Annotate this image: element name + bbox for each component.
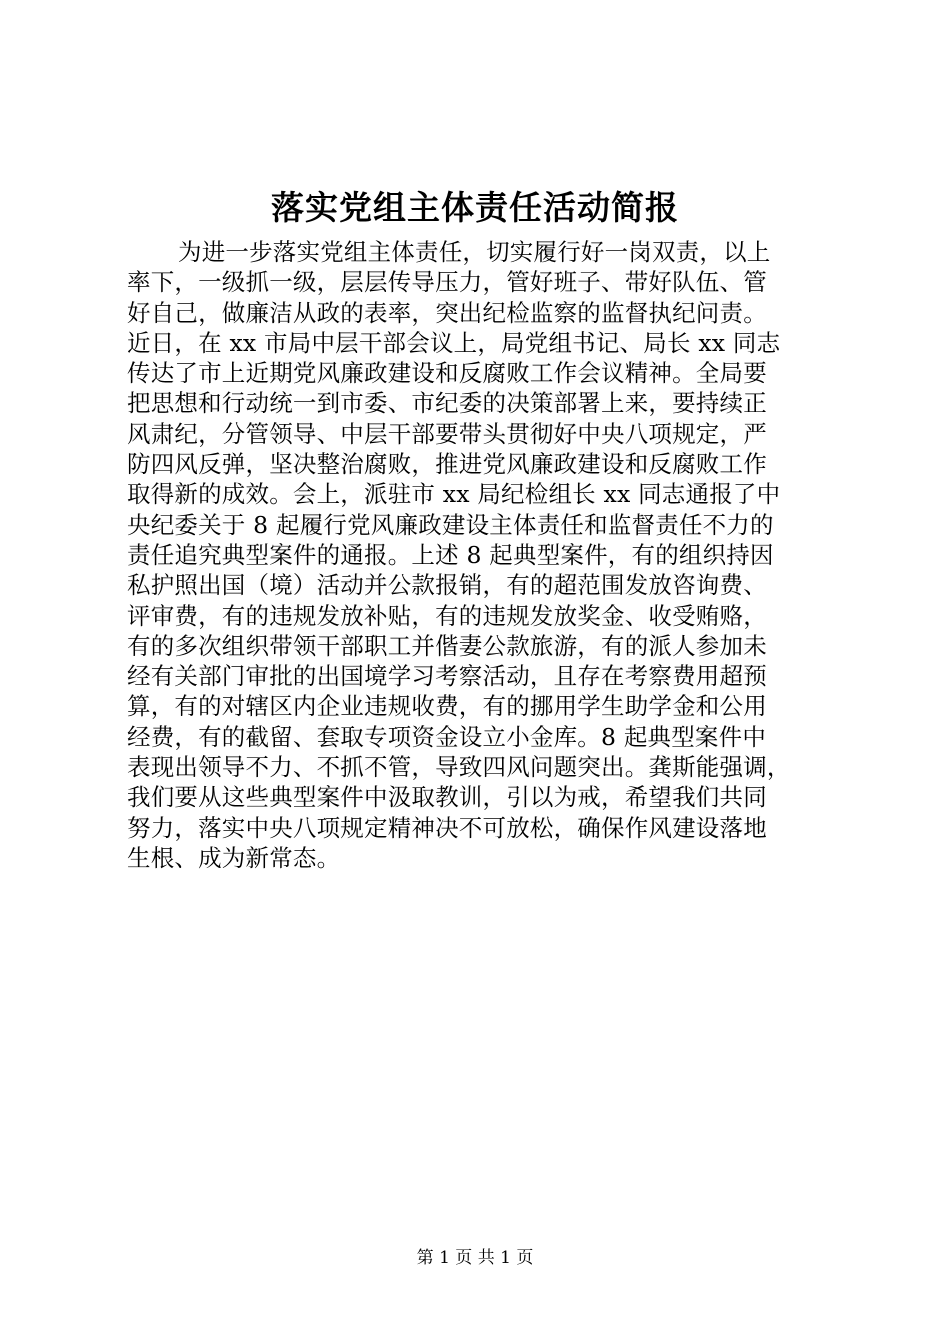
- body-line: 我们要从这些典型案件中汲取教训，引以为戒，希望我们共同: [127, 783, 767, 812]
- body-line: 评审费，有的违规发放补贴，有的违规发放奖金、收受贿赂，: [127, 601, 767, 630]
- page-footer: 第 1 页 共 1 页: [416, 1248, 534, 1268]
- body-line: 表现出领导不力、不抓不管，导致四风问题突出。龚斯能强调，: [127, 753, 791, 782]
- body-line: 私护照出国（境）活动并公款报销，有的超范围发放咨询费、: [127, 571, 767, 600]
- body-line: 经费，有的截留、套取专项资金设立小金库。8 起典型案件中: [127, 722, 767, 751]
- body-line: 把思想和行动统一到市委、市纪委的决策部署上来，要持续正: [127, 389, 767, 418]
- body-line: 传达了市上近期党风廉政建设和反腐败工作会议精神。全局要: [127, 359, 767, 388]
- body-line: 风肃纪，分管领导、中层干部要带头贯彻好中央八项规定，严: [127, 419, 767, 448]
- body-line: 生根、成为新常态。: [127, 843, 341, 872]
- document-title: 落实党组主体责任活动简报: [271, 188, 679, 227]
- body-line: 近日，在 xx 市局中层干部会议上，局党组书记、局长 xx 同志: [127, 328, 781, 357]
- body-line: 为进一步落实党组主体责任，切实履行好一岗双责，以上: [178, 238, 771, 266]
- body-line: 算，有的对辖区内企业违规收费，有的挪用学生助学金和公用: [127, 692, 767, 721]
- body-line: 防四风反弹，坚决整治腐败，推进党风廉政建设和反腐败工作: [127, 450, 767, 479]
- body-line: 努力，落实中央八项规定精神决不可放松，确保作风建设落地: [127, 813, 767, 842]
- body-line: 率下，一级抓一级，层层传导压力，管好班子、带好队伍、管: [127, 268, 767, 297]
- body-line: 取得新的成效。会上，派驻市 xx 局纪检组长 xx 同志通报了中: [127, 480, 781, 509]
- body-line: 央纪委关于 8 起履行党风廉政建设主体责任和监督责任不力的: [127, 510, 774, 539]
- document-body: [127, 237, 837, 873]
- body-line: 责任追究典型案件的通报。上述 8 起典型案件，有的组织持因: [127, 540, 774, 569]
- body-line: 经有关部门审批的出国境学习考察活动，且存在考察费用超预: [127, 662, 767, 691]
- body-line: 有的多次组织带领干部职工并偕妻公款旅游，有的派人参加未: [127, 631, 767, 660]
- body-line: 好自己，做廉洁从政的表率，突出纪检监察的监督执纪问责。: [127, 298, 767, 327]
